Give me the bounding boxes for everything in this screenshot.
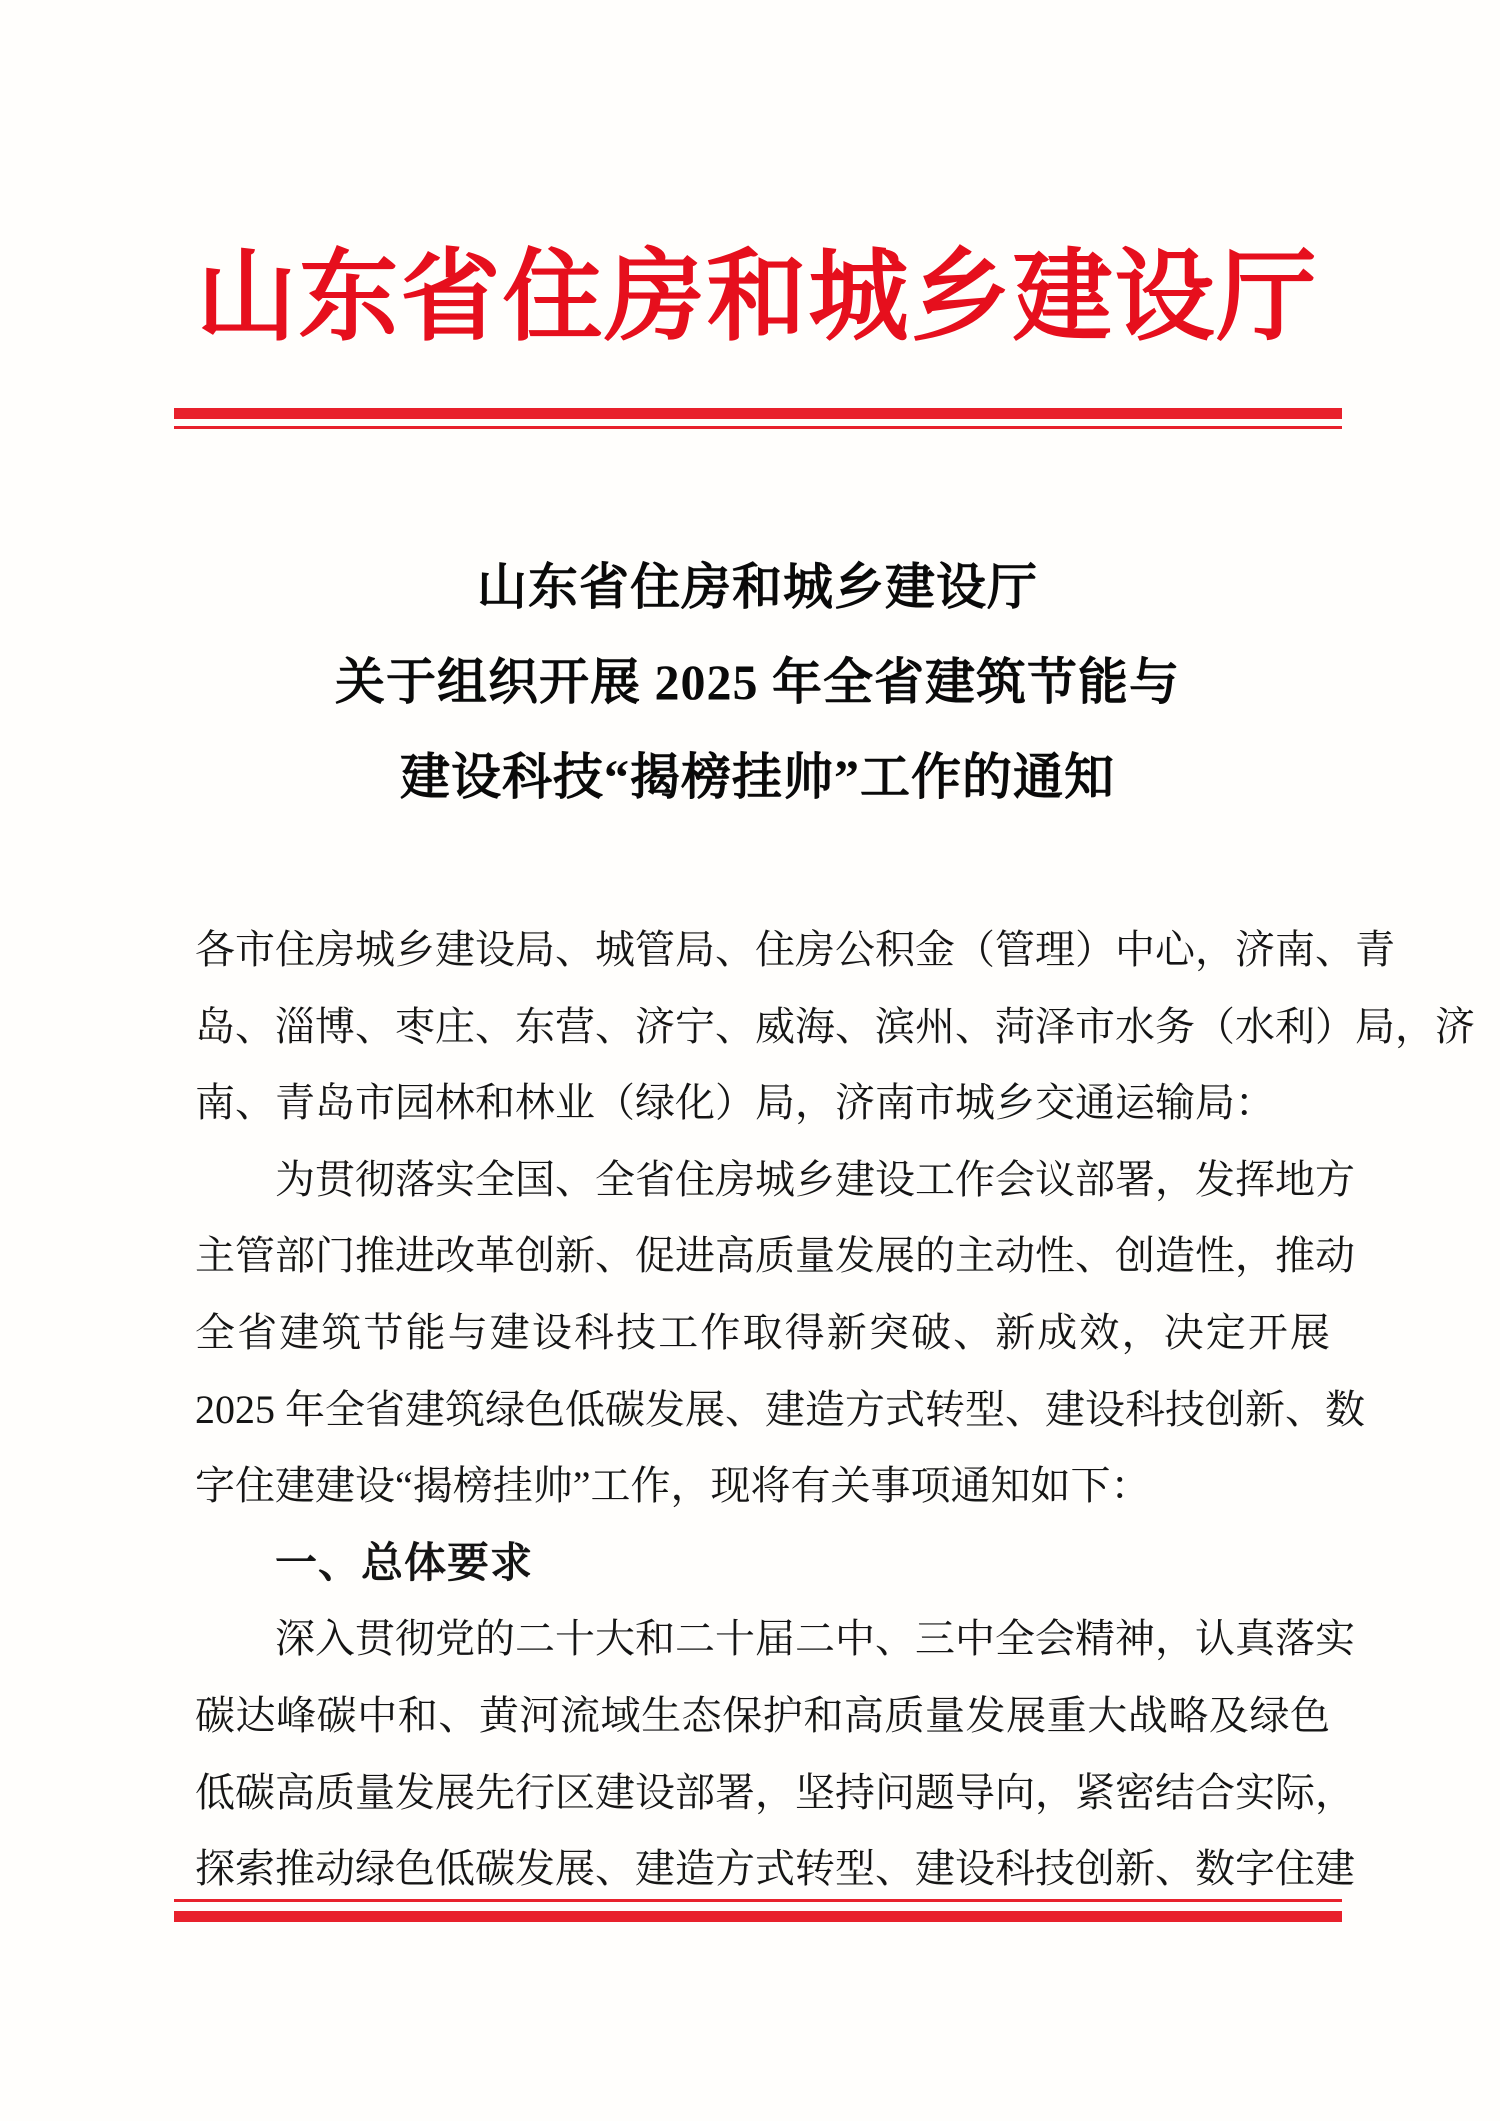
body-line-intro-1: 为贯彻落实全国、全省住房城乡建设工作会议部署，发挥地方 bbox=[275, 1156, 1355, 1202]
body-line-recipients-2: 岛、淄博、枣庄、东营、济宁、威海、滨州、菏泽市水务（水利）局，济 bbox=[195, 1003, 1475, 1049]
footer-divider bbox=[174, 1899, 1342, 1922]
section-heading-1: 一、总体要求 bbox=[275, 1538, 534, 1586]
body-line-intro-5: 字住建建设“揭榜挂帅”工作，现将有关事项通知如下： bbox=[195, 1463, 1151, 1509]
body-line-section1-2: 碳达峰碳中和、黄河流域生态保护和高质量发展重大战略及绿色 bbox=[195, 1692, 1330, 1738]
body-line-recipients-1: 各市住房城乡建设局、城管局、住房公积金（管理）中心，济南、青 bbox=[195, 927, 1395, 972]
document-title-line-2: 关于组织开展 2025 年全省建筑节能与 bbox=[335, 654, 1180, 710]
divider-thick-rule bbox=[174, 408, 1342, 419]
letterhead-org-name: 山东省住房和城乡建设厅 bbox=[196, 242, 1319, 353]
footer-thin-rule bbox=[174, 1899, 1342, 1902]
body-line-section1-3: 低碳高质量发展先行区建设部署，坚持问题导向，紧密结合实际， bbox=[195, 1769, 1355, 1815]
body-line-section1-4: 探索推动绿色低碳发展、建造方式转型、建设科技创新、数字住建 bbox=[195, 1846, 1355, 1892]
body-line-recipients-3: 南、青岛市园林和林业（绿化）局，济南市城乡交通运输局： bbox=[195, 1080, 1275, 1126]
letterhead-divider bbox=[174, 408, 1342, 429]
document-title-line-3: 建设科技“揭榜挂帅”工作的通知 bbox=[400, 749, 1115, 805]
body-line-intro-3: 全省建筑节能与建设科技工作取得新突破、新成效，决定开展 bbox=[195, 1309, 1330, 1355]
document-body bbox=[195, 912, 1475, 1908]
body-line-intro-4: 2025 年全省建筑绿色低碳发展、建造方式转型、建设科技创新、数 bbox=[195, 1386, 1365, 1432]
body-line-section1-1: 深入贯彻党的二十大和二十届二中、三中全会精神，认真落实 bbox=[275, 1616, 1355, 1662]
footer-thick-rule bbox=[174, 1911, 1342, 1922]
document-title-line-1: 山东省住房和城乡建设厅 bbox=[477, 559, 1038, 615]
divider-thin-rule bbox=[174, 426, 1342, 429]
document-title bbox=[175, 540, 1340, 825]
body-line-intro-2: 主管部门推进改革创新、促进高质量发展的主动性、创造性，推动 bbox=[195, 1233, 1355, 1279]
